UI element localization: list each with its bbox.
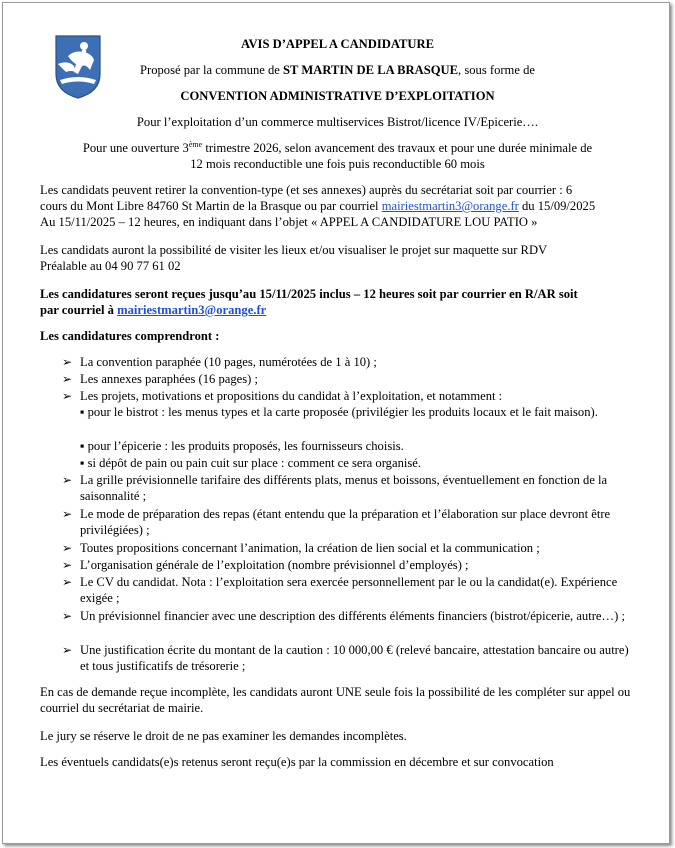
email-link[interactable]: mairiestmartin3@orange.fr bbox=[381, 199, 519, 213]
list-item: Le mode de préparation des repas (étant entendu que la préparation et l’élaboration sur place devront être privilégiées) ; bbox=[80, 507, 611, 538]
list-item: Les annexes paraphées (16 pages) ; bbox=[80, 372, 258, 386]
para3-line2: par courriel à mairiestmartin3@orange.fr bbox=[40, 303, 267, 317]
notice-title: AVIS D’APPEL A CANDIDATURE bbox=[240, 37, 435, 51]
arrow-bullet-icon: ➢ bbox=[62, 575, 73, 589]
arrow-bullet-icon: ➢ bbox=[62, 558, 73, 572]
list-item: La grille prévisionnelle tarifaire des différents plats, menus et boissons, éventuellement en fonction de la saisonnalité ; bbox=[80, 473, 608, 504]
para3-line1: Les candidatures seront reçues jusqu’au 15/11/2025 inclus – 12 heures soit par courrier en R/AR soit bbox=[40, 287, 578, 301]
email-link-2[interactable]: mairiestmartin3@orange.fr bbox=[117, 303, 267, 317]
incomplete-paragraph: En cas de demande reçue incomplète, les candidats auront UNE seule fois la possibilité de les compléter sur appel ou courriel du secrétariat de mairie. bbox=[40, 685, 631, 716]
opening-line: Pour une ouverture 3ème trimestre 2026, selon avancement des travaux et pour une durée minimale de bbox=[82, 139, 593, 155]
arrow-bullet-icon: ➢ bbox=[62, 473, 73, 487]
para2-line2: Préalable au 04 90 77 61 02 bbox=[40, 259, 181, 273]
duration-line: 12 mois reconductible une fois puis reconductible 60 mois bbox=[190, 157, 485, 171]
list-item: Une justification écrite du montant de la caution : 10 000,00 € (relevé bancaire, attestation bancaire ou autre) et tous justificatifs de trésorerie ; bbox=[80, 643, 629, 674]
para1-line1: Les candidats peuvent retirer la convention-type (et ses annexes) auprès du secrétariat soit par courrier : 6 bbox=[40, 183, 573, 197]
convocation-paragraph: Les éventuels candidats(e)s retenus seront reçu(e)s par la commission en décembre et sur convocation bbox=[40, 755, 554, 769]
sub-item: ▪ pour l’épicerie : les produits proposés, les fournisseurs choisis. bbox=[80, 439, 404, 453]
purpose-line: Pour l’exploitation d’un commerce multiservices Bistrot/licence IV/Epicerie…. bbox=[136, 115, 539, 129]
jury-paragraph: Le jury se réserve le droit de ne pas examiner les demandes incomplètes. bbox=[40, 729, 407, 743]
arrow-bullet-icon: ➢ bbox=[62, 372, 73, 386]
convention-title: CONVENTION ADMINISTRATIVE D’EXPLOITATION bbox=[180, 89, 495, 103]
list-item: Un prévisionnel financier avec une description des différents éléments financiers (bistrot/épicerie, autre…) ; bbox=[80, 609, 625, 623]
arrow-bullet-icon: ➢ bbox=[62, 643, 73, 657]
para2-line1: Les candidats auront la possibilité de visiter les lieux et/ou visualiser le projet sur maquette sur RDV bbox=[40, 243, 548, 257]
list-item: Les projets, motivations et propositions du candidat à l’exploitation, et notamment : bbox=[80, 389, 503, 403]
arrow-bullet-icon: ➢ bbox=[62, 507, 73, 521]
para1-line3: Au 15/11/2025 – 12 heures, en indiquant dans l’objet « APPEL A CANDIDATURE LOU PATIO » bbox=[40, 215, 538, 229]
sub-item: ▪ pour le bistrot : les menus types et la carte proposée (privilégier les produits locaux et le fait maison). bbox=[80, 405, 598, 419]
arrow-bullet-icon: ➢ bbox=[62, 541, 73, 555]
para1-line2: cours du Mont Libre 84760 St Martin de la Brasque ou par courriel mairiestmartin3@orange.fr du 15/09/2025 bbox=[40, 199, 596, 213]
arrow-bullet-icon: ➢ bbox=[62, 609, 73, 623]
list-item: La convention paraphée (10 pages, numérotées de 1 à 10) ; bbox=[80, 355, 377, 369]
list-heading: Les candidatures comprendront : bbox=[40, 329, 220, 343]
sub-item: ▪ si dépôt de pain ou pain cuit sur place : comment ce sera organisé. bbox=[80, 456, 422, 470]
proposal-line: Proposé par la commune de ST MARTIN DE LA BRASQUE, sous forme de bbox=[140, 63, 535, 77]
arrow-bullet-icon: ➢ bbox=[62, 389, 73, 403]
list-item: Toutes propositions concernant l’animation, la création de lien social et la communication ; bbox=[80, 541, 540, 555]
arrow-bullet-icon: ➢ bbox=[62, 355, 73, 369]
list-item: L’organisation générale de l’exploitation (nombre prévisionnel d’employés) ; bbox=[80, 558, 469, 572]
list-item: Le CV du candidat. Nota : l’exploitation sera exercée personnellement par le ou la candidat(e). Expérience exigée ; bbox=[80, 575, 618, 606]
